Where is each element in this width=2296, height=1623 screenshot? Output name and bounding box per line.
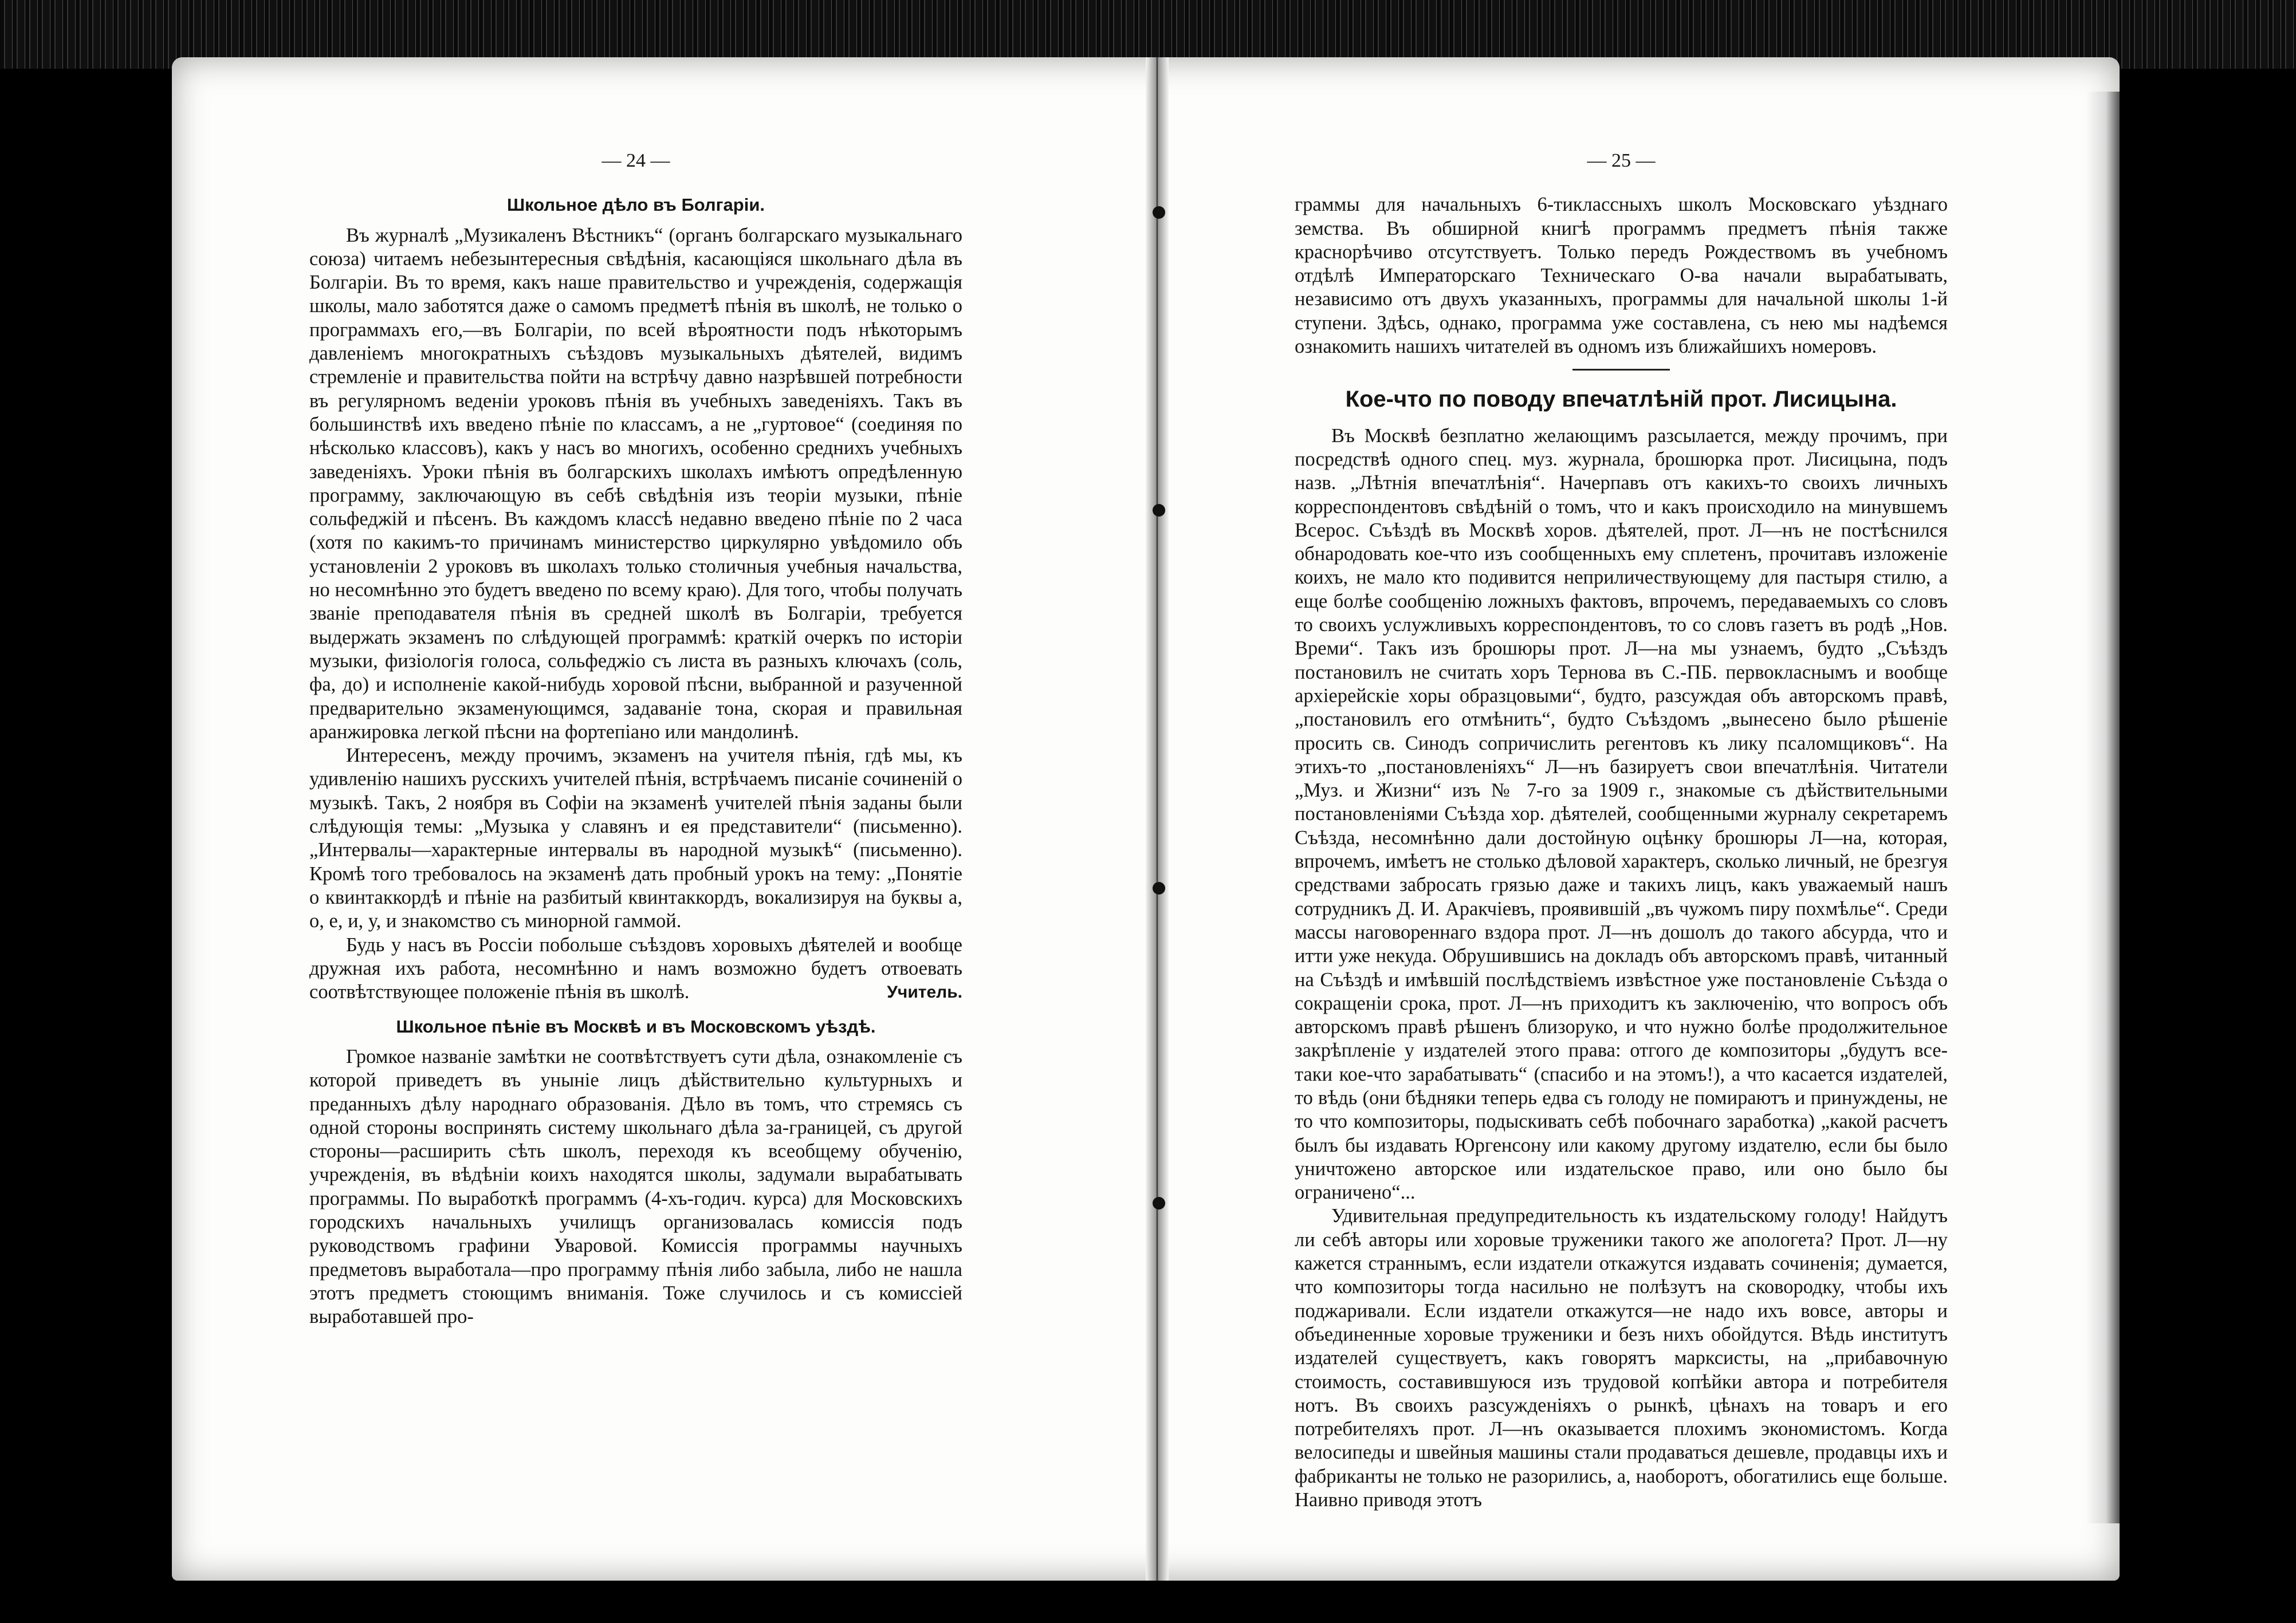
paragraph: Громкое названіе замѣтки не соотвѣтствуетъ сути дѣла, ознакомленіе съ которой приведетъ въ уныніе лицъ дѣйствительно культурныхъ и преданныхъ дѣлу народнаго образованія. Дѣло въ томъ, что стремясь съ одной стороны воспринять систему школьнаго дѣла за-границей, съ другой стороны—расширить сѣть школъ, переходя къ всеобщему обученію, учрежденія, въ вѣдѣніи коихъ находятся школы, задумали вырабатывать программы. По выработкѣ программъ (4-хъ-годич. курса) для Московскихъ городскихъ начальныхъ училищъ организовалась комиссія подъ руководствомъ графини Уваровой. Комиссія программы научныхъ предметовъ выработала—про программу пѣнія либо забыла, либо не нашла этотъ предметъ стоющимъ вниманія. Тоже случилось и съ комиссіей выработавшей про-: [309, 1045, 962, 1328]
binding-mark: [1153, 882, 1165, 895]
paragraph: Интересенъ, между прочимъ, экзаменъ на учителя пѣнія, гдѣ мы, къ удивленію нашихъ русскихъ учителей пѣнія, встрѣчаемъ писаніе сочиненій о музыкѣ. Такъ, 2 ноября въ Софіи на экзаменѣ учителей пѣнія заданы были слѣдующія темы: „Музыка у славянъ и ея представители“ (письменно). „Интервалы—характерные интервалы въ народной музыкѣ“ (письменно). Кромѣ того требовалось на экзаменѣ дать пробный урокъ на тему: „Понятіе о квинтаккордѣ и пѣніе на разбитый квинтаккордъ, вокализируя на буквы а, о, е, и, у, и знакомство съ минорной гаммой.: [309, 744, 962, 932]
book-gutter: [1146, 57, 1169, 1581]
right-page: [1295, 149, 1948, 1512]
paragraph: Въ журналѣ „Музикаленъ Вѣстникъ“ (органъ болгарскаго музыкальнаго союза) читаемъ небезынтересныя свѣдѣнія, касающіяся школьнаго дѣла въ Болгаріи. Въ то время, какъ наше правительство и учрежденія, содержащія школы, мало заботятся даже о самомъ предметѣ пѣнія въ школѣ, не только о программахъ его,—въ Болгаріи, по всей вѣроятности подъ нѣкоторымъ давленіемъ многократныхъ съѣздовъ музыкальныхъ дѣятелей, видимъ стремленіе и правительства пойти на встрѣчу давно назрѣвшей потребности въ регулярномъ веденіи уроковъ пѣнія въ учебныхъ заведеніяхъ. Такъ въ большинствѣ ихъ введено пѣніе по классамъ, а не „гуртовое“ (соединяя по нѣсколько классовъ), какъ у насъ во многихъ, особенно среднихъ учебныхъ заведеніяхъ. Уроки пѣнія въ болгарскихъ школахъ имѣютъ опредѣленную программу, заключающую въ себѣ свѣдѣнія изъ теоріи музыки, пѣніе сольфеджій и пѣсенъ. Въ каждомъ классѣ недавно введено пѣніе по 2 часа (хотя по какимъ-то причинамъ министерство циркулярно увѣдомило объ установленіи 2 уроковъ въ школахъ только столичныя учебныя начальства, но несомнѣнно это будетъ введено по всему краю). Для того, чтобы получать званіе преподавателя пѣнія въ средней школѣ въ Болгаріи, требуется выдержать экзаменъ по слѣдующей программѣ: краткій очеркъ по исторіи музыки, физіологія голоса, сольфеджіо съ листа въ разныхъ ключахъ (соль, фа, до) и исполненіе какой-нибудь хоровой пѣсни, выбранной и разученной предварительно экзаменующимся, задаваніе тона, скорая и правильная аранжировка легкой пѣсни на фортепіано или мандолинѣ.: [309, 224, 962, 743]
section-heading-bulgaria: Школьное дѣло въ Болгаріи.: [507, 195, 765, 215]
section-heading-lisitsyn: Кое-что по поводу впечатлѣній прот. Лисицына.: [1345, 387, 1897, 412]
binding-mark: [1153, 206, 1165, 219]
paragraph: Удивительная предупредительность къ издательскому голоду! Найдутъ ли себѣ авторы или хоровые труженики такого же апологета? Прот. Л—ну кажется страннымъ, если издатели откажутся издавать сочиненія; думается, что композиторы тогда насильно не полѣзутъ на сковородку, чтобы ихъ поджаривали. Если издатели откажутся—не надо ихъ вовсе, авторы и объединенные хоровые труженики и безъ нихъ обойдутся. Вѣдь институтъ издателей существуетъ, какъ говорятъ марксисты, на „прибавочную стоимость, составившуюся изъ трудовой копѣйки автора и потребителя нотъ. Въ своихъ разсужденіяхъ о рынкѣ, цѣнахъ на товаръ и его потребителяхъ прот. Л—нъ оказывается плохимъ экономистомъ. Когда велосипеды и швейныя машины стали продаваться дешевле, продавцы ихъ и фабриканты не только не разорились, а, наоборотъ, обогатились еще больше. Наивно приводя этотъ: [1295, 1205, 1948, 1511]
left-page: [309, 149, 962, 1329]
book-spread: [172, 57, 2120, 1581]
paragraph-continuation: граммы для начальныхъ 6-тиклассныхъ школъ Московскаго уѣзднаго земства. Въ обширной книгѣ программъ предметъ пѣнія также краснорѣчиво отсутствуетъ. Только передъ Рождествомъ въ учебномъ отдѣлѣ Императорскаго Техническаго О-ва начали вырабатывать, независимо отъ двухъ указанныхъ, программы для начальной школы 1-й ступени. Здѣсь, однако, программа уже составлена, съ нею мы надѣемся ознакомить нашихъ читателей въ одномъ изъ ближайшихъ номеровъ.: [1295, 194, 1948, 358]
page-number-left: — 24 —: [601, 150, 670, 171]
section-divider: [1572, 369, 1670, 371]
binding-mark: [1153, 504, 1165, 517]
binding-mark: [1153, 1197, 1165, 1210]
author-signature: Учитель.: [887, 983, 962, 1002]
page-edge-fold: [2085, 92, 2120, 1523]
paragraph: Будь у насъ въ Россіи побольше съѣздовъ хоровыхъ дѣятелей и вообще дружная ихъ работа, несомнѣнно и намъ возможно будетъ отвоевать соотвѣтствующее положеніе пѣнія въ школѣ.: [309, 933, 962, 1003]
section-heading-moscow: Школьное пѣніе въ Москвѣ и въ Московскомъ уѣздѣ.: [396, 1016, 876, 1037]
page-number-right: — 25 —: [1587, 150, 1656, 171]
paragraph: Въ Москвѣ безплатно желающимъ разсылается, между прочимъ, при посредствѣ одного спец. муз. журнала, брошюрка прот. Лисицына, подъ назв. „Лѣтнія впечатлѣнія“. Начерпавъ отъ какихъ-то своихъ личныхъ корреспондентовъ свѣдѣній о томъ, что и какъ происходило на минувшемъ Всерос. Съѣздѣ въ Москвѣ хоров. дѣятелей, прот. Л—нъ не постѣснился обнародовать кое-что изъ сообщенныхъ ему сплетенъ, прочитавъ изложеніе коихъ, не мало кто подивится неприличествующему для пастыря стилю, а еще болѣе сообщенію ложныхъ фактовъ, впрочемъ, передаваемыхъ со словъ то своихъ услужливыхъ корреспондентовъ, то со словъ газетъ въ родѣ „Нов. Времи“. Такъ изъ брошюры прот. Л—на мы узнаемъ, будто „Съѣздъ постановилъ не считать хоръ Тернова въ С.-ПБ. первоклаcнымъ и вообще архіерейскіе хоры образцовыми“, будто, разсуждая объ авторскомъ правѣ, „постановилъ его отмѣнить“, будто Съѣздомъ „вынесено было рѣшеніе просить св. Синодъ сопричислить регентовъ къ лику псаломщиковъ“. На этихъ-то „постановленіяхъ“ Л—нъ базируетъ свои впечатлѣнія. Читатели „Муз. и Жизни“ изъ № 7-го за 1909 г., знакомые съ дѣйствительными постановленіями Съѣзда хор. дѣятелей, сообщенными журналу секретаремъ Съѣзда, несомнѣнно дали достойную оцѣнку брошюры Л—на, которая, впрочемъ, имѣетъ не столько дѣловой характеръ, сколько личный, не брезгуя средствами забросать грязью даже и такихъ лицъ, какъ уважаемый нашъ сотрудникъ Д. И. Аракчіевъ, проявившій „въ чужомъ пиру похмѣлье“. Среди массы наговореннаго вздора прот. Л—нъ дошолъ до такого абсурда, что и итти уже некуда. Обрушившись на докладъ объ авторскомъ правѣ, читанный на Съѣздѣ и имѣвшій послѣдствіемъ извѣстное уже постановленіе Съѣзда о сокращеніи срока, прот. Л—нъ приходитъ къ заключенію, что вопросъ объ авторскомъ правѣ рѣшенъ близоруко, и что нужно болѣе продолжительное закрѣпленіе у издателей этого права: отгого де композиторы „будутъ все-таки кое-что зарабатывать“ (спасибо и на этомъ!), а что касается издателей, то вѣдь (они бѣдняки теперь едва съ голоду не помираютъ и принуждены, не то что композиторы, подыскивать себѣ побочнаго заработка) „какой расчетъ былъ бы издавать Юргенсону или какому другому издателю, если бы было уничтожено авторское или издательское право, или оно было бы ограничено“...: [1295, 424, 1948, 1204]
